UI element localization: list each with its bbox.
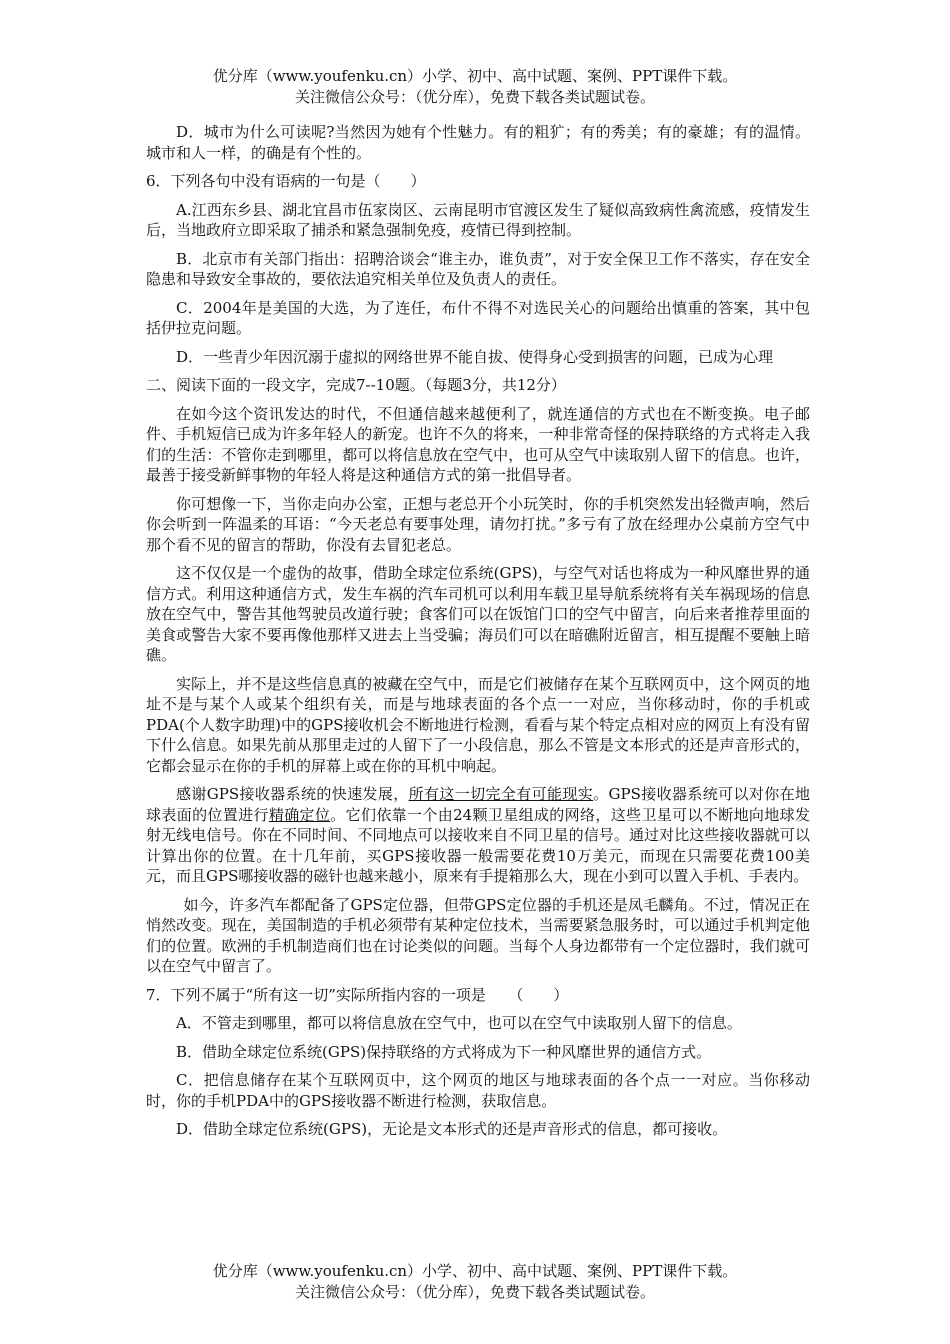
passage-paragraph-5 [146,784,810,887]
header-line-2: 关注微信公众号：（优分库），免费下载各类试题试卷。 [294,88,655,106]
question-7-option-c: C．把信息储存在某个互联网页中，这个网页的地区与地球表面的各个点一一对应。当你移动时，你的手机PDA中的GPS接收器不断进行检测，获取信息。 [146,1071,810,1110]
passage-paragraph-3: 这不仅仅是一个虚伪的故事，借助全球定位系统(GPS)，与空气对话也将成为一种风靡世界的通信方式。利用这种通信方式，发生车祸的汽车司机可以利用车载卫星导航系统将有关车祸现场的信息放在空气中，警告其他驾驶员改道行驶；食客们可以在饭馆门口的空气中留言，向后来者推荐里面的美食或警告大家不要再像他那样又进去上当受骗；海员们可以在暗礁附近留言，相互提醒不要触上暗礁。 [146,564,810,664]
section-2-title: 二、阅读下面的一段文字，完成7--10题。（每题3分，共12分） [146,376,566,394]
paragraph-5-part-c: 。它们依靠一个由24颗卫星组成的网络，这些卫星可以不断地向地球发射无线电信号。你在不同时间、不同地点可以接收来自不同卫星的信号。通过对比这些接收器就可以计算出你的位置。在十几年前，买GPS接收器一般需要花费10万美元，而现在只需要花费100美元，而且GPS哪接收器的磁针也越来越小，原来有手提箱那么大，现在小到可以置入手机、手表内。 [146,805,810,885]
question-6-stem: 6．下列各句中没有语病的一句是（ ） [146,172,426,190]
passage-paragraph-6: 如今，许多汽车都配备了GPS定位器，但带GPS定位器的手机还是凤毛麟角。不过，情况正在悄然改变。现在，美国制造的手机必须带有某种定位技术，当需要紧急服务时，可以通过手机判定他们的位置。欧洲的手机制造商们也在讨论类似的问题。当每个人身边都带有一个定位器时，我们就可以在空气中留言了。 [146,895,810,975]
document-body [146,122,810,1148]
question-6-option-b: B．北京市有关部门指出：招聘洽谈会“谁主办，谁负责”，对于安全保卫工作不落实，存在安全隐患和导致安全事故的，要依法追究相关单位及负责人的责任。 [146,249,810,288]
paragraph-5-part-a: 感谢GPS接收器系统的快速发展， [176,785,409,803]
question-7-option-a: A．不管走到哪里，都可以将信息放在空气中，也可以在空气中读取别人留下的信息。 [176,1014,742,1032]
question-6-option-c: C．2004年是美国的大选，为了连任，布什不得不对选民关心的问题给出慎重的答案，其中包括伊拉克问题。 [146,298,810,337]
paragraph-5-part-b: 。GPS接收器系统可以对你在地球表面的位置进行 [146,785,810,824]
header-line-1: 优分库（www.youfenku.cn）小学、初中、高中试题、案例、PPT课件下载。 [212,67,738,85]
page-header [0,66,950,108]
passage-paragraph-4: 实际上，并不是这些信息真的被藏在空气中，而是它们被储存在某个互联网页中，这个网页的地址不是与某个人或某个组织有关，而是与地球表面的各个点一一对应，当你移动时，你的手机或PDA(个人数字助理)中的GPS接收机会不断地进行检测，看看与某个特定点相对应的网页上有没有留下什么信息。如果先前从那里走过的人留下了一小段信息，那么不管是文本形式的还是声音形式的，它都会显示在你的手机的屏幕上或在你的耳机中响起。 [146,674,810,775]
underlined-phrase-precise-positioning: 精确定位 [268,805,331,824]
footer-line-2: 关注微信公众号：（优分库），免费下载各类试题试卷。 [294,1283,655,1301]
question-7-option-d: D．借助全球定位系统(GPS)，无论是文本形式的还是声音形式的信息，都可接收。 [176,1120,728,1138]
footer-line-1: 优分库（www.youfenku.cn）小学、初中、高中试题、案例、PPT课件下载。 [212,1262,738,1280]
underlined-phrase-all-this: 所有这一切完全有可能现实 [408,785,594,803]
question-6-option-a: A.江西东乡县、湖北宜昌市伍家岗区、云南昆明市官渡区发生了疑似高致病性禽流感，疫情发生后，当地政府立即采取了捕杀和紧急强制免疫，疫情已得到控制。 [146,200,810,239]
passage-paragraph-1: 在如今这个资讯发达的时代，不但通信越来越便利了，就连通信的方式也在不断变换。电子邮件、手机短信已成为许多年轻人的新宠。也许不久的将来，一种非常奇怪的保持联络的方式将走入我们的生活：不管你走到哪里，都可以将信息放在空气中，也可从空气中读取别人留下的信息。也许，最善于接受新鲜事物的年轻人将是这种通信方式的第一批倡导者。 [146,404,810,484]
question-7-option-b: B．借助全球定位系统(GPS)保持联络的方式将成为下一种风靡世界的通信方式。 [176,1042,712,1061]
question-6-option-d: D．一些青少年因沉溺于虚拟的网络世界不能自拔、使得身心受到损害的问题，已成为心理 [176,347,774,366]
prev-question-option-d: D．城市为什么可读呢?当然因为她有个性魅力。有的粗犷；有的秀美；有的豪雄；有的温情。城市和人一样，的确是有个性的。 [146,123,810,162]
passage-paragraph-2: 你可想像一下，当你走向办公室，正想与老总开个小玩笑时，你的手机突然发出轻微声响，然后你会听到一阵温柔的耳语：“今天老总有要事处理，请勿打扰。”多亏有了放在经理办公桌前方空气中那个看不见的留言的帮助，你没有去冒犯老总。 [146,494,810,554]
question-7-stem: 7．下列不属于“所有这一切”实际所指内容的一项是 （ ） [146,985,569,1004]
page-footer [0,1261,950,1303]
